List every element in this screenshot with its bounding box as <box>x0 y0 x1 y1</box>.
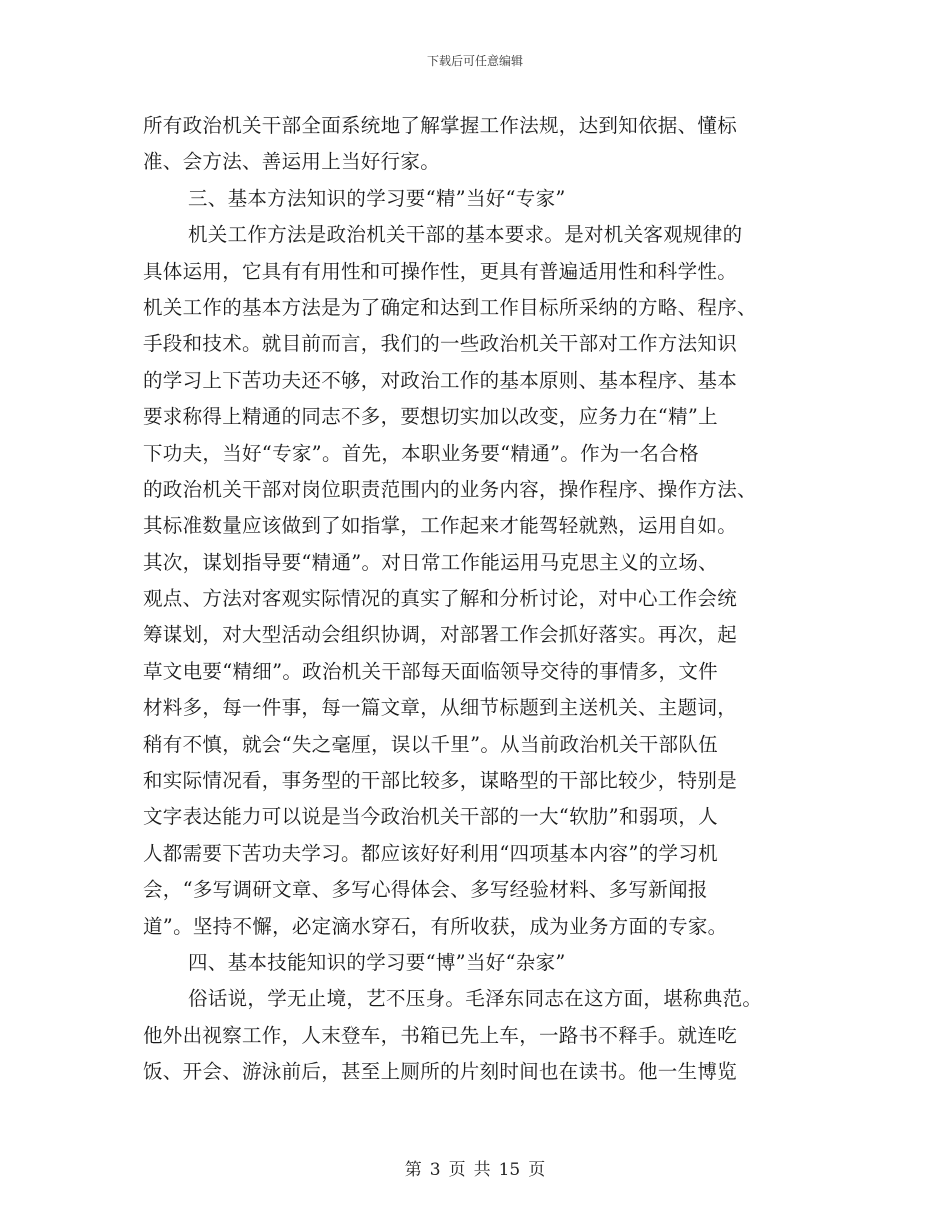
paragraph-start: 机关工作方法是政治机关干部的基本要求。是对机关客观规律的 <box>188 223 743 247</box>
total-pages-number: 15 <box>498 1160 521 1180</box>
text-line: 具体运用，它具有有用性和可操作性，更具有普遍适用性和科学性。 <box>143 259 738 283</box>
text-line: 筹谋划，对大型活动会组织协调，对部署工作会抓好落实。再次，起 <box>143 623 738 647</box>
section-heading-4: 四、基本技能知识的学习要“博”当好“杂家” <box>188 950 566 974</box>
text-line: 所有政治机关干部全面系统地了解掌握工作法规，达到知依据、懂标 <box>143 114 738 137</box>
text-line: 其标准数量应该做到了如指掌，工作起来才能驾轻就熟，运用自如。 <box>143 514 738 538</box>
text-line: 要求称得上精通的同志不多，要想切实加以改变，应务力在“精”上 <box>143 405 718 429</box>
text-line: 他外出视察工作，人末登车，书箱已先上车，一路书不释手。就连吃 <box>143 1023 738 1047</box>
text-line: 饭、开会、游泳前后，甚至上厕所的片刻时间也在读书。他一生博览 <box>143 1060 738 1084</box>
page-label-mid: 页 <box>448 1160 466 1180</box>
paragraph-start: 俗话说，学无止境，艺不压身。毛泽东同志在这方面，堪称典范。 <box>188 987 763 1011</box>
text-line: 道”。坚持不懈，必定滴水穿石，有所收获，成为业务方面的专家。 <box>143 914 728 938</box>
section-heading-3: 三、基本方法知识的学习要“精”当好“专家” <box>188 186 566 210</box>
page-label-prefix: 第 <box>404 1160 422 1180</box>
document-body <box>143 108 813 1091</box>
text-line: 的政治机关干部对岗位职责范围内的业务内容，操作程序、操作方法、 <box>143 477 757 501</box>
text-line: 人都需要下苦功夫学习。都应该好好利用“四项基本内容”的学习机 <box>143 841 718 865</box>
text-line: 准、会方法、善运用上当好行家。 <box>143 150 441 174</box>
text-line: 的学习上下苦功夫还不够，对政治工作的基本原则、基本程序、基本 <box>143 368 738 392</box>
page-label-suffix: 页 <box>528 1160 546 1180</box>
page-header: 下载后可任意编辑 <box>426 54 523 68</box>
text-line: 手段和技术。就目前而言，我们的一些政治机关干部对工作方法知识 <box>143 332 738 356</box>
text-line: 和实际情况看，事务型的干部比较多，谋略型的干部比较少，特别是 <box>143 769 738 793</box>
text-line: 观点、方法对客观实际情况的真实了解和分析讨论，对中心工作会统 <box>143 587 738 611</box>
text-line: 机关工作的基本方法是为了确定和达到工作目标所采纳的方略、程序、 <box>143 295 757 319</box>
text-line: 草文电要“精细”。政治机关干部每天面临领导交待的事情多，文件 <box>143 659 718 683</box>
text-line: 材料多，每一件事，每一篇文章，从细节标题到主送机关、主题词， <box>143 696 738 720</box>
text-line: 文字表达能力可以说是当今政治机关干部的一大“软肋”和弱项，人 <box>143 805 718 829</box>
total-label: 共 <box>473 1160 491 1180</box>
text-line: 稍有不慎，就会“失之毫厘，误以千里”。从当前政治机关干部队伍 <box>143 732 718 756</box>
page-footer <box>0 1155 950 1180</box>
current-page-number: 3 <box>429 1160 441 1180</box>
text-line: 会，“多写调研文章、多写心得体会、多写经验材料、多写新闻报 <box>143 878 708 902</box>
text-line: 其次，谋划指导要“精通”。对日常工作能运用马克思主义的立场、 <box>143 550 718 574</box>
text-line: 下功夫，当好“专家”。首先，本职业务要“精通”。作为一名合格 <box>143 441 699 465</box>
